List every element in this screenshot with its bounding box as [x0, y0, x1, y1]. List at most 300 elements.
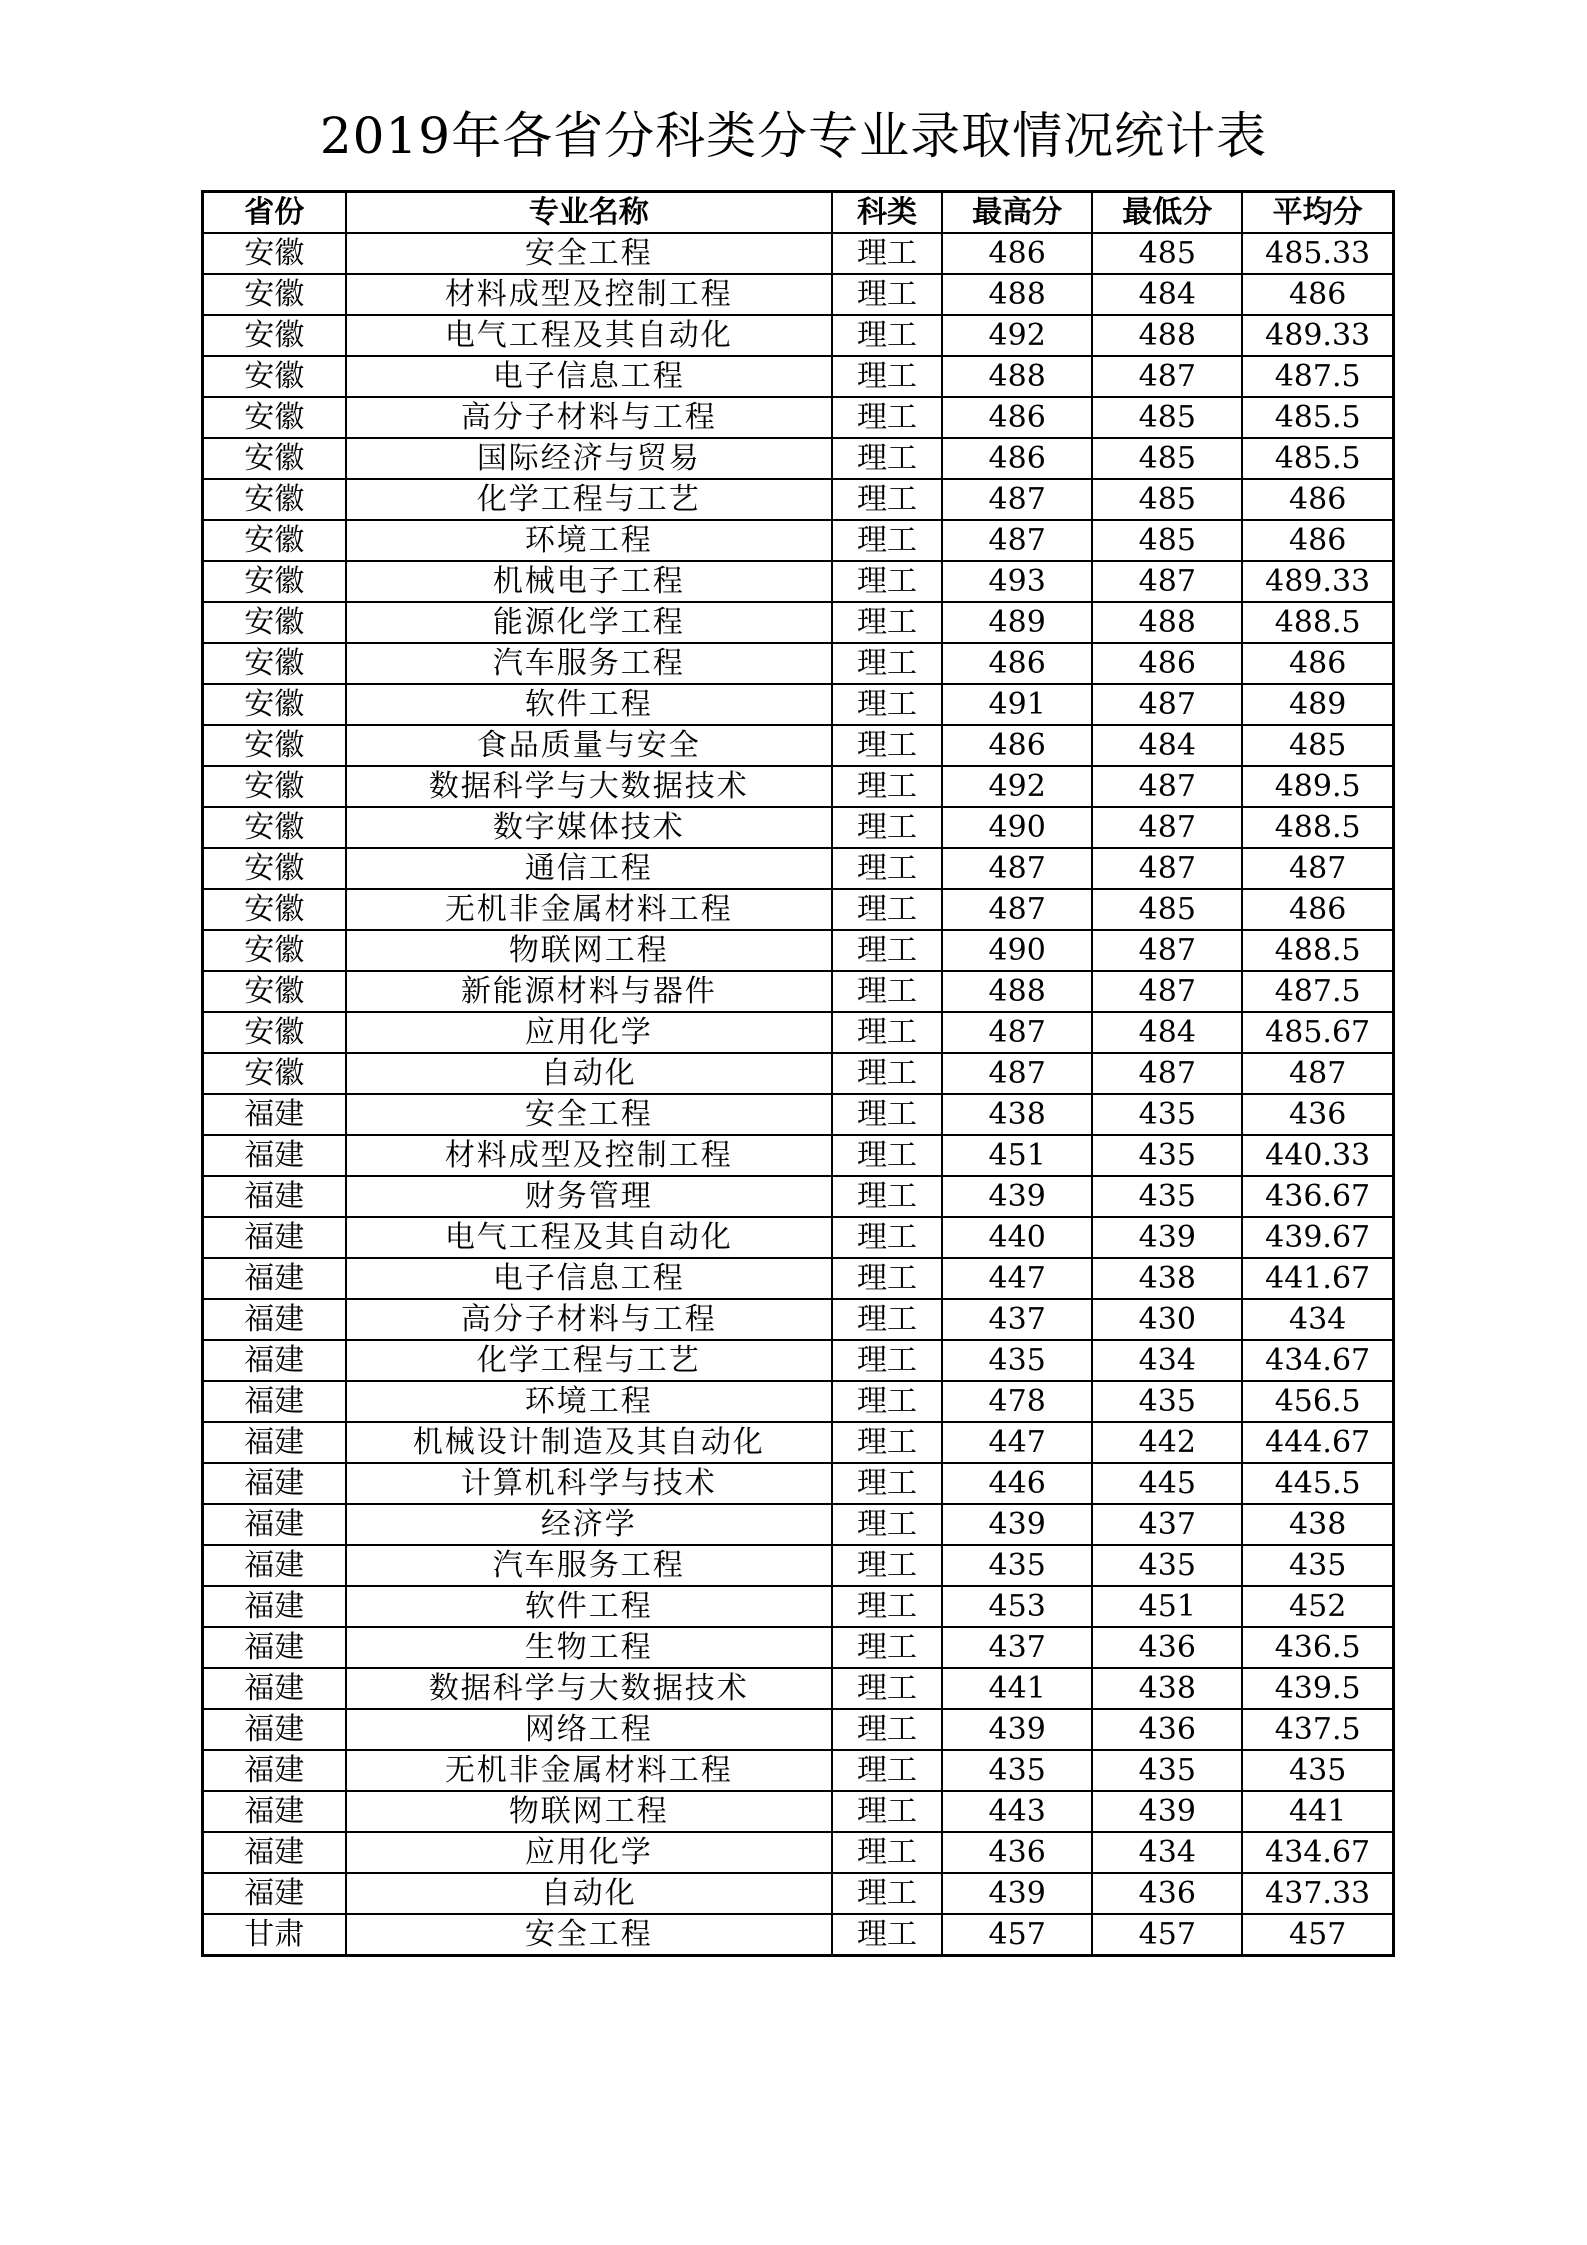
- major-cell: 新能源材料与器件: [346, 971, 832, 1012]
- max-score-cell: 457: [942, 1914, 1092, 1956]
- avg-score-cell: 485.5: [1242, 438, 1393, 479]
- min-score-cell: 485: [1092, 233, 1242, 274]
- max-score-cell: 446: [942, 1463, 1092, 1504]
- avg-score-cell: 488.5: [1242, 807, 1393, 848]
- province-cell: 福建: [203, 1135, 346, 1176]
- category-cell: 理工: [832, 725, 942, 766]
- header-min-score: 最低分: [1092, 192, 1242, 234]
- header-category: 科类: [832, 192, 942, 234]
- max-score-cell: 439: [942, 1709, 1092, 1750]
- min-score-cell: 486: [1092, 643, 1242, 684]
- avg-score-cell: 485.67: [1242, 1012, 1393, 1053]
- category-cell: 理工: [832, 848, 942, 889]
- avg-score-cell: 488.5: [1242, 930, 1393, 971]
- min-score-cell: 487: [1092, 930, 1242, 971]
- category-cell: 理工: [832, 1791, 942, 1832]
- max-score-cell: 488: [942, 274, 1092, 315]
- max-score-cell: 493: [942, 561, 1092, 602]
- min-score-cell: 485: [1092, 520, 1242, 561]
- category-cell: 理工: [832, 1627, 942, 1668]
- avg-score-cell: 489: [1242, 684, 1393, 725]
- min-score-cell: 485: [1092, 438, 1242, 479]
- category-cell: 理工: [832, 1299, 942, 1340]
- min-score-cell: 487: [1092, 356, 1242, 397]
- category-cell: 理工: [832, 1873, 942, 1914]
- table-row: [203, 1012, 1394, 1053]
- major-cell: 自动化: [346, 1873, 832, 1914]
- province-cell: 福建: [203, 1832, 346, 1873]
- min-score-cell: 488: [1092, 602, 1242, 643]
- table-row: [203, 1340, 1394, 1381]
- category-cell: 理工: [832, 1750, 942, 1791]
- avg-score-cell: 487: [1242, 848, 1393, 889]
- avg-score-cell: 444.67: [1242, 1422, 1393, 1463]
- major-cell: 电子信息工程: [346, 1258, 832, 1299]
- table-row: [203, 438, 1394, 479]
- category-cell: 理工: [832, 1012, 942, 1053]
- max-score-cell: 487: [942, 520, 1092, 561]
- min-score-cell: 430: [1092, 1299, 1242, 1340]
- category-cell: 理工: [832, 1668, 942, 1709]
- province-cell: 福建: [203, 1299, 346, 1340]
- min-score-cell: 439: [1092, 1217, 1242, 1258]
- max-score-cell: 486: [942, 643, 1092, 684]
- category-cell: 理工: [832, 274, 942, 315]
- table-row: [203, 274, 1394, 315]
- avg-score-cell: 445.5: [1242, 1463, 1393, 1504]
- category-cell: 理工: [832, 889, 942, 930]
- major-cell: 汽车服务工程: [346, 643, 832, 684]
- major-cell: 安全工程: [346, 233, 832, 274]
- table-header: [203, 192, 1394, 234]
- max-score-cell: 492: [942, 315, 1092, 356]
- avg-score-cell: 489.33: [1242, 561, 1393, 602]
- min-score-cell: 435: [1092, 1381, 1242, 1422]
- table-row: [203, 397, 1394, 438]
- table-row: [203, 1381, 1394, 1422]
- min-score-cell: 487: [1092, 807, 1242, 848]
- category-cell: 理工: [832, 971, 942, 1012]
- table-row: [203, 1545, 1394, 1586]
- province-cell: 安徽: [203, 643, 346, 684]
- major-cell: 国际经济与贸易: [346, 438, 832, 479]
- min-score-cell: 435: [1092, 1750, 1242, 1791]
- avg-score-cell: 487.5: [1242, 356, 1393, 397]
- province-cell: 福建: [203, 1750, 346, 1791]
- major-cell: 计算机科学与技术: [346, 1463, 832, 1504]
- province-cell: 安徽: [203, 602, 346, 643]
- admission-table: [201, 190, 1395, 1957]
- avg-score-cell: 486: [1242, 479, 1393, 520]
- province-cell: 福建: [203, 1176, 346, 1217]
- major-cell: 应用化学: [346, 1012, 832, 1053]
- major-cell: 财务管理: [346, 1176, 832, 1217]
- major-cell: 应用化学: [346, 1832, 832, 1873]
- avg-score-cell: 435: [1242, 1750, 1393, 1791]
- min-score-cell: 435: [1092, 1094, 1242, 1135]
- major-cell: 食品质量与安全: [346, 725, 832, 766]
- max-score-cell: 487: [942, 848, 1092, 889]
- min-score-cell: 487: [1092, 1053, 1242, 1094]
- max-score-cell: 435: [942, 1340, 1092, 1381]
- max-score-cell: 486: [942, 397, 1092, 438]
- province-cell: 安徽: [203, 356, 346, 397]
- major-cell: 数字媒体技术: [346, 807, 832, 848]
- province-cell: 福建: [203, 1258, 346, 1299]
- category-cell: 理工: [832, 807, 942, 848]
- major-cell: 物联网工程: [346, 930, 832, 971]
- min-score-cell: 451: [1092, 1586, 1242, 1627]
- max-score-cell: 439: [942, 1176, 1092, 1217]
- table-row: [203, 1709, 1394, 1750]
- min-score-cell: 435: [1092, 1545, 1242, 1586]
- major-cell: 材料成型及控制工程: [346, 1135, 832, 1176]
- category-cell: 理工: [832, 1709, 942, 1750]
- avg-score-cell: 440.33: [1242, 1135, 1393, 1176]
- max-score-cell: 437: [942, 1627, 1092, 1668]
- category-cell: 理工: [832, 1545, 942, 1586]
- min-score-cell: 438: [1092, 1258, 1242, 1299]
- category-cell: 理工: [832, 315, 942, 356]
- table-row: [203, 725, 1394, 766]
- avg-score-cell: 434.67: [1242, 1340, 1393, 1381]
- major-cell: 能源化学工程: [346, 602, 832, 643]
- header-major: 专业名称: [346, 192, 832, 234]
- avg-score-cell: 487: [1242, 1053, 1393, 1094]
- min-score-cell: 438: [1092, 1668, 1242, 1709]
- min-score-cell: 485: [1092, 479, 1242, 520]
- province-cell: 安徽: [203, 807, 346, 848]
- major-cell: 机械设计制造及其自动化: [346, 1422, 832, 1463]
- min-score-cell: 457: [1092, 1914, 1242, 1956]
- category-cell: 理工: [832, 643, 942, 684]
- min-score-cell: 487: [1092, 684, 1242, 725]
- category-cell: 理工: [832, 1832, 942, 1873]
- table-row: [203, 643, 1394, 684]
- avg-score-cell: 485.33: [1242, 233, 1393, 274]
- min-score-cell: 485: [1092, 397, 1242, 438]
- category-cell: 理工: [832, 1422, 942, 1463]
- min-score-cell: 442: [1092, 1422, 1242, 1463]
- major-cell: 化学工程与工艺: [346, 479, 832, 520]
- category-cell: 理工: [832, 1381, 942, 1422]
- table-row: [203, 1258, 1394, 1299]
- table-row: [203, 1668, 1394, 1709]
- table-row: [203, 1135, 1394, 1176]
- max-score-cell: 487: [942, 1053, 1092, 1094]
- max-score-cell: 489: [942, 602, 1092, 643]
- max-score-cell: 478: [942, 1381, 1092, 1422]
- table-row: [203, 807, 1394, 848]
- avg-score-cell: 436.5: [1242, 1627, 1393, 1668]
- province-cell: 福建: [203, 1873, 346, 1914]
- avg-score-cell: 486: [1242, 889, 1393, 930]
- min-score-cell: 436: [1092, 1709, 1242, 1750]
- province-cell: 福建: [203, 1709, 346, 1750]
- province-cell: 福建: [203, 1094, 346, 1135]
- header-avg-score: 平均分: [1242, 192, 1393, 234]
- min-score-cell: 434: [1092, 1832, 1242, 1873]
- table-row: [203, 766, 1394, 807]
- province-cell: 安徽: [203, 520, 346, 561]
- max-score-cell: 436: [942, 1832, 1092, 1873]
- province-cell: 福建: [203, 1791, 346, 1832]
- table-row: [203, 1750, 1394, 1791]
- province-cell: 福建: [203, 1627, 346, 1668]
- min-score-cell: 435: [1092, 1176, 1242, 1217]
- major-cell: 环境工程: [346, 1381, 832, 1422]
- major-cell: 材料成型及控制工程: [346, 274, 832, 315]
- table-row: [203, 889, 1394, 930]
- max-score-cell: 486: [942, 725, 1092, 766]
- table-row: [203, 1176, 1394, 1217]
- province-cell: 安徽: [203, 766, 346, 807]
- major-cell: 环境工程: [346, 520, 832, 561]
- min-score-cell: 487: [1092, 766, 1242, 807]
- major-cell: 安全工程: [346, 1914, 832, 1956]
- major-cell: 软件工程: [346, 1586, 832, 1627]
- max-score-cell: 486: [942, 233, 1092, 274]
- category-cell: 理工: [832, 1504, 942, 1545]
- table-row: [203, 356, 1394, 397]
- avg-score-cell: 436: [1242, 1094, 1393, 1135]
- avg-score-cell: 489.5: [1242, 766, 1393, 807]
- header-max-score: 最高分: [942, 192, 1092, 234]
- min-score-cell: 435: [1092, 1135, 1242, 1176]
- avg-score-cell: 485: [1242, 725, 1393, 766]
- major-cell: 网络工程: [346, 1709, 832, 1750]
- major-cell: 高分子材料与工程: [346, 397, 832, 438]
- category-cell: 理工: [832, 1914, 942, 1956]
- category-cell: 理工: [832, 1176, 942, 1217]
- min-score-cell: 436: [1092, 1873, 1242, 1914]
- max-score-cell: 439: [942, 1504, 1092, 1545]
- avg-score-cell: 485.5: [1242, 397, 1393, 438]
- max-score-cell: 490: [942, 807, 1092, 848]
- avg-score-cell: 486: [1242, 274, 1393, 315]
- province-cell: 安徽: [203, 561, 346, 602]
- category-cell: 理工: [832, 1053, 942, 1094]
- max-score-cell: 492: [942, 766, 1092, 807]
- major-cell: 电气工程及其自动化: [346, 1217, 832, 1258]
- province-cell: 福建: [203, 1381, 346, 1422]
- major-cell: 自动化: [346, 1053, 832, 1094]
- table-row: [203, 602, 1394, 643]
- table-row: [203, 233, 1394, 274]
- major-cell: 生物工程: [346, 1627, 832, 1668]
- min-score-cell: 487: [1092, 848, 1242, 889]
- min-score-cell: 434: [1092, 1340, 1242, 1381]
- category-cell: 理工: [832, 1258, 942, 1299]
- max-score-cell: 487: [942, 1012, 1092, 1053]
- avg-score-cell: 438: [1242, 1504, 1393, 1545]
- major-cell: 电气工程及其自动化: [346, 315, 832, 356]
- avg-score-cell: 452: [1242, 1586, 1393, 1627]
- min-score-cell: 445: [1092, 1463, 1242, 1504]
- province-cell: 安徽: [203, 274, 346, 315]
- max-score-cell: 487: [942, 479, 1092, 520]
- max-score-cell: 438: [942, 1094, 1092, 1135]
- avg-score-cell: 437.33: [1242, 1873, 1393, 1914]
- max-score-cell: 443: [942, 1791, 1092, 1832]
- table-row: [203, 1422, 1394, 1463]
- category-cell: 理工: [832, 684, 942, 725]
- table-row: [203, 1627, 1394, 1668]
- province-cell: 福建: [203, 1504, 346, 1545]
- table-row: [203, 1463, 1394, 1504]
- avg-score-cell: 486: [1242, 643, 1393, 684]
- avg-score-cell: 441: [1242, 1791, 1393, 1832]
- table-row: [203, 1053, 1394, 1094]
- category-cell: 理工: [832, 397, 942, 438]
- province-cell: 安徽: [203, 438, 346, 479]
- min-score-cell: 485: [1092, 889, 1242, 930]
- avg-score-cell: 436.67: [1242, 1176, 1393, 1217]
- min-score-cell: 439: [1092, 1791, 1242, 1832]
- major-cell: 数据科学与大数据技术: [346, 1668, 832, 1709]
- major-cell: 软件工程: [346, 684, 832, 725]
- max-score-cell: 447: [942, 1422, 1092, 1463]
- avg-score-cell: 434.67: [1242, 1832, 1393, 1873]
- avg-score-cell: 486: [1242, 520, 1393, 561]
- max-score-cell: 451: [942, 1135, 1092, 1176]
- category-cell: 理工: [832, 561, 942, 602]
- province-cell: 安徽: [203, 233, 346, 274]
- max-score-cell: 435: [942, 1545, 1092, 1586]
- province-cell: 福建: [203, 1422, 346, 1463]
- max-score-cell: 490: [942, 930, 1092, 971]
- table-row: [203, 1914, 1394, 1956]
- table-row: [203, 1217, 1394, 1258]
- category-cell: 理工: [832, 438, 942, 479]
- province-cell: 安徽: [203, 1053, 346, 1094]
- table-row: [203, 479, 1394, 520]
- province-cell: 福建: [203, 1668, 346, 1709]
- document-title: 2019年各省分科类分专业录取情况统计表: [319, 107, 1268, 165]
- avg-score-cell: 487.5: [1242, 971, 1393, 1012]
- min-score-cell: 437: [1092, 1504, 1242, 1545]
- header-province: 省份: [203, 192, 346, 234]
- min-score-cell: 484: [1092, 274, 1242, 315]
- min-score-cell: 484: [1092, 1012, 1242, 1053]
- header-row: [203, 192, 1394, 234]
- province-cell: 安徽: [203, 315, 346, 356]
- category-cell: 理工: [832, 766, 942, 807]
- avg-score-cell: 434: [1242, 1299, 1393, 1340]
- category-cell: 理工: [832, 1217, 942, 1258]
- category-cell: 理工: [832, 1094, 942, 1135]
- table-row: [203, 684, 1394, 725]
- province-cell: 安徽: [203, 930, 346, 971]
- category-cell: 理工: [832, 1135, 942, 1176]
- table-row: [203, 848, 1394, 889]
- table-row: [203, 561, 1394, 602]
- avg-score-cell: 441.67: [1242, 1258, 1393, 1299]
- province-cell: 安徽: [203, 1012, 346, 1053]
- table-row: [203, 1504, 1394, 1545]
- province-cell: 甘肃: [203, 1914, 346, 1956]
- max-score-cell: 488: [942, 971, 1092, 1012]
- province-cell: 安徽: [203, 848, 346, 889]
- table-row: [203, 1832, 1394, 1873]
- avg-score-cell: 457: [1242, 1914, 1393, 1956]
- table-body: [203, 233, 1394, 1956]
- category-cell: 理工: [832, 233, 942, 274]
- max-score-cell: 487: [942, 889, 1092, 930]
- major-cell: 机械电子工程: [346, 561, 832, 602]
- category-cell: 理工: [832, 356, 942, 397]
- min-score-cell: 484: [1092, 725, 1242, 766]
- avg-score-cell: 435: [1242, 1545, 1393, 1586]
- max-score-cell: 453: [942, 1586, 1092, 1627]
- province-cell: 福建: [203, 1586, 346, 1627]
- major-cell: 无机非金属材料工程: [346, 1750, 832, 1791]
- province-cell: 福建: [203, 1340, 346, 1381]
- category-cell: 理工: [832, 602, 942, 643]
- major-cell: 无机非金属材料工程: [346, 889, 832, 930]
- major-cell: 经济学: [346, 1504, 832, 1545]
- category-cell: 理工: [832, 1463, 942, 1504]
- avg-score-cell: 456.5: [1242, 1381, 1393, 1422]
- province-cell: 安徽: [203, 971, 346, 1012]
- max-score-cell: 447: [942, 1258, 1092, 1299]
- category-cell: 理工: [832, 520, 942, 561]
- avg-score-cell: 439.67: [1242, 1217, 1393, 1258]
- province-cell: 福建: [203, 1217, 346, 1258]
- province-cell: 福建: [203, 1545, 346, 1586]
- max-score-cell: 439: [942, 1873, 1092, 1914]
- category-cell: 理工: [832, 479, 942, 520]
- province-cell: 福建: [203, 1463, 346, 1504]
- min-score-cell: 488: [1092, 315, 1242, 356]
- province-cell: 安徽: [203, 684, 346, 725]
- table-row: [203, 1299, 1394, 1340]
- major-cell: 安全工程: [346, 1094, 832, 1135]
- table-row: [203, 1586, 1394, 1627]
- major-cell: 数据科学与大数据技术: [346, 766, 832, 807]
- max-score-cell: 486: [942, 438, 1092, 479]
- avg-score-cell: 437.5: [1242, 1709, 1393, 1750]
- max-score-cell: 491: [942, 684, 1092, 725]
- table-row: [203, 1791, 1394, 1832]
- min-score-cell: 436: [1092, 1627, 1242, 1668]
- province-cell: 安徽: [203, 397, 346, 438]
- major-cell: 化学工程与工艺: [346, 1340, 832, 1381]
- avg-score-cell: 488.5: [1242, 602, 1393, 643]
- table-row: [203, 1094, 1394, 1135]
- table-row: [203, 315, 1394, 356]
- max-score-cell: 440: [942, 1217, 1092, 1258]
- category-cell: 理工: [832, 1586, 942, 1627]
- max-score-cell: 437: [942, 1299, 1092, 1340]
- max-score-cell: 441: [942, 1668, 1092, 1709]
- province-cell: 安徽: [203, 725, 346, 766]
- category-cell: 理工: [832, 930, 942, 971]
- avg-score-cell: 489.33: [1242, 315, 1393, 356]
- major-cell: 高分子材料与工程: [346, 1299, 832, 1340]
- province-cell: 安徽: [203, 889, 346, 930]
- major-cell: 通信工程: [346, 848, 832, 889]
- major-cell: 电子信息工程: [346, 356, 832, 397]
- table-row: [203, 1873, 1394, 1914]
- major-cell: 汽车服务工程: [346, 1545, 832, 1586]
- min-score-cell: 487: [1092, 971, 1242, 1012]
- table-row: [203, 971, 1394, 1012]
- max-score-cell: 488: [942, 356, 1092, 397]
- province-cell: 安徽: [203, 479, 346, 520]
- category-cell: 理工: [832, 1340, 942, 1381]
- avg-score-cell: 439.5: [1242, 1668, 1393, 1709]
